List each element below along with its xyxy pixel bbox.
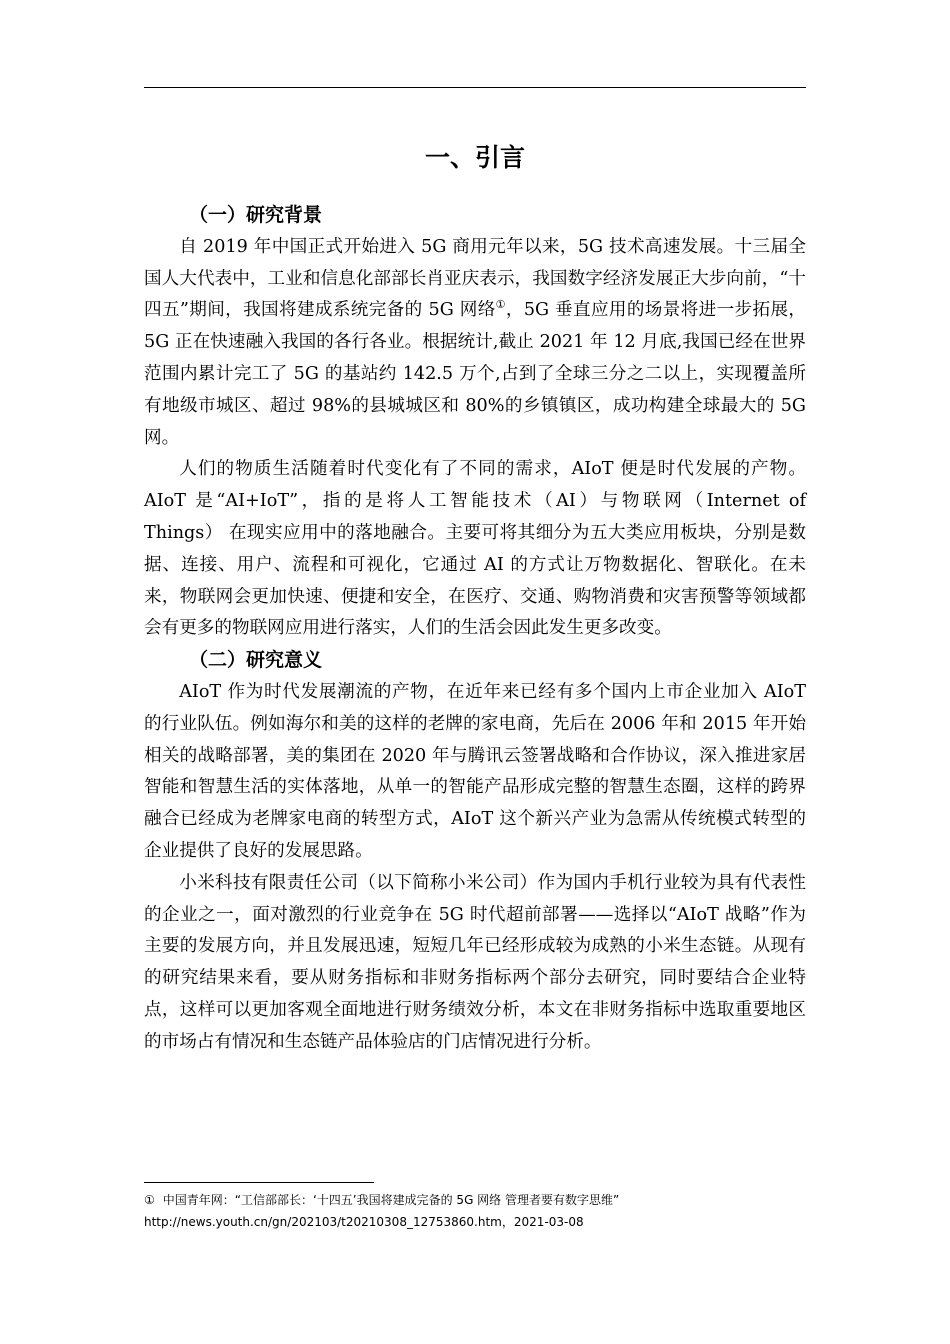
section-heading-significance: （二）研究意义 — [189, 649, 323, 672]
chapter-title: 一、引言 — [424, 143, 525, 172]
body-text — [144, 200, 806, 1059]
paragraph — [144, 232, 806, 455]
footnote-line — [144, 1189, 844, 1211]
section-heading-background: （一）研究背景 — [189, 204, 323, 226]
header-rule — [144, 87, 806, 88]
paragraph: AIoT 作为时代发展潮流的产物，在近年来已经有多个国内上市企业加入 AIoT 的行业队伍。例如海尔和美的这样的老牌的家电商，先后在 2006 年和 2015 年开始相关的战略部署，美的集团在 2020 年与腾讯云签署战略和合作协议，深入推进家居智能和智慧生活的实体落地，从单一的智能产品形成完整的智慧生态圈，这样的跨界融合已经成为老牌家电商的转型方式，AIoT 这个新兴产业为急需从传统模式转型的企业提供了良好的发展思路。 — [144, 681, 806, 861]
footnote-reference[interactable]: ① — [495, 298, 506, 312]
footnote — [144, 1189, 844, 1233]
paragraph-text: ，5G 垂直应用的场景将进一步拓展，5G 正在快速融入我国的各行各业。根据统计,截止 2021 年 12 月底,我国已经在世界范围内累计完工了 5G 的基站约 142.5 万个,占到了全球三分之二以上，实现覆盖所有地级市城区、超过 98%的县城城区和 80%的乡镇镇区，成功构建全球最大的 5G 网。 — [144, 300, 806, 448]
paragraph-text: 自 2019 年中国正式开始进入 5G 商用元年以来，5G 技术高速发展。十三届全国人大代表中，工业和信息化部部长肖亚庆表示，我国数字经济发展正大步向前，“十四五”期间，我国将建成系统完备的 5G 网络 — [144, 236, 806, 321]
footnote-separator — [144, 1182, 374, 1183]
paragraph: 人们的物质生活随着时代变化有了不同的需求，AIoT 便是时代发展的产物。AIoT 是“AI+IoT”，指的是将人工智能技术（AI）与物联网（Internet of Things） 在现实应用中的落地融合。主要可将其细分为五大类应用板块，分别是数据、连接、用户、流程和可视化，它通过 AI 的方式让万物数据化、智联化。在未来，物联网会更加快速、便捷和安全，在医疗、交通、购物消费和灾害预警等领域都会有更多的物联网应用进行落实，人们的生活会因此发生更多改变。 — [144, 459, 806, 639]
footnote-mark: ① — [144, 1193, 155, 1207]
paragraph: 小米科技有限责任公司（以下简称小米公司）作为国内手机行业较为具有代表性的企业之一，面对激烈的行业竞争在 5G 时代超前部署——选择以“AIoT 战略”作为主要的发展方向，并且发展迅速，短短几年已经形成较为成熟的小米生态链。从现有的研究结果来看，要从财务指标和非财务指标两个部分去研究，同时要结合企业特点，这样可以更加客观全面地进行财务绩效分析，本文在非财务指标中选取重要地区的市场占有情况和生态链产品体验店的门店情况进行分析。 — [144, 872, 806, 1052]
footnote-text: 中国青年网：“工信部部长：‘十四五’我国将建成完备的 5G 网络 管理者要有数字思维” — [162, 1193, 620, 1207]
footnote-url[interactable]: http://news.youth.cn/gn/202103/t20210308_12753860.htm，2021-03-08 — [144, 1215, 584, 1229]
